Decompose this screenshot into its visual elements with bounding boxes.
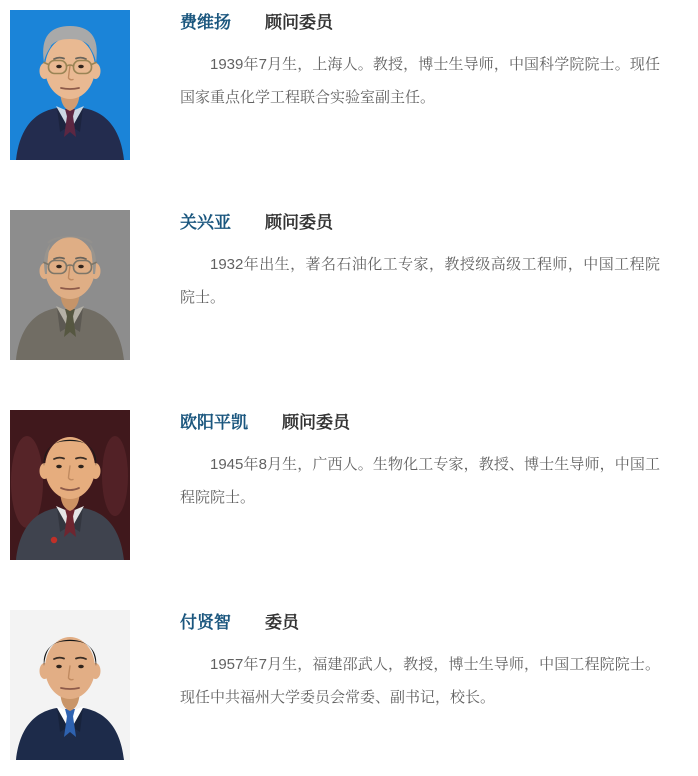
member-role-label: 顾问委员 <box>265 13 333 32</box>
member-name-row <box>180 612 660 634</box>
member-info <box>180 612 660 714</box>
member-card <box>0 200 698 400</box>
member-photo <box>10 210 130 360</box>
member-name-row <box>180 12 660 34</box>
member-name-link[interactable]: 付贤智 <box>180 613 231 632</box>
member-bio: 1932年出生，著名石油化工专家，教授级高级工程师，中国工程院院士。 <box>180 256 660 306</box>
member-name-row <box>180 212 660 234</box>
member-info <box>180 412 660 514</box>
member-name-link[interactable]: 关兴亚 <box>180 213 231 232</box>
member-info <box>180 12 660 114</box>
member-role-label: 委员 <box>265 613 299 632</box>
member-card <box>0 600 698 776</box>
member-name-link[interactable]: 费维扬 <box>180 13 231 32</box>
member-info <box>180 212 660 314</box>
member-card <box>0 0 698 200</box>
member-role-label: 顾问委员 <box>282 413 350 432</box>
member-card <box>0 400 698 600</box>
member-name-row <box>180 412 660 434</box>
member-photo <box>10 10 130 160</box>
member-bio: 1957年7月生，福建邵武人，教授，博士生导师，中国工程院院士。现任中共福州大学委员会常委、副书记，校长。 <box>180 656 660 706</box>
member-role-label: 顾问委员 <box>265 213 333 232</box>
member-photo <box>10 410 130 560</box>
member-bio: 1939年7月生，上海人。教授，博士生导师，中国科学院院士。现任国家重点化学工程联合实验室副主任。 <box>180 56 660 106</box>
member-bio: 1945年8月生，广西人。生物化工专家，教授、博士生导师，中国工程院院士。 <box>180 456 660 506</box>
member-name-link[interactable]: 欧阳平凯 <box>180 413 248 432</box>
member-photo <box>10 610 130 760</box>
